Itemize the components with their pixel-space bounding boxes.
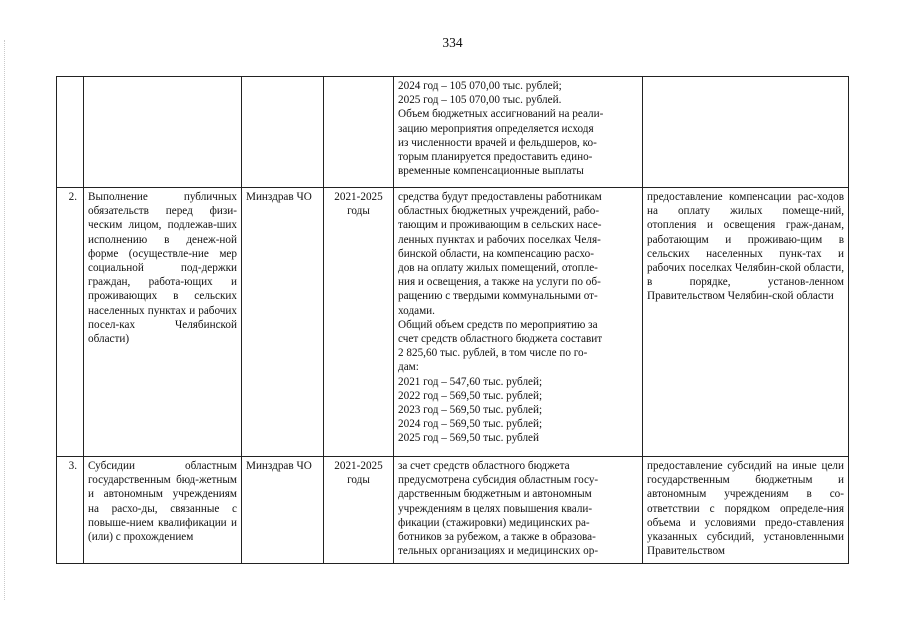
page-number: 334 bbox=[442, 35, 463, 50]
funding-text-line: ходами. bbox=[398, 304, 435, 317]
funding-text-line: средства будут предоставлены работникам bbox=[398, 191, 602, 203]
expected-result-cell: предоставление компенсации рас-ходов на оплату жилых помеще-ний, отопления и освещения граж-данам, работающим и проживаю-щим в сельских населенных пунк-тах и рабочих поселках Челябин-ской области, в порядке, установ-ленном Правительством Челябин-ской области bbox=[643, 188, 849, 457]
funding-text-line: зацию мероприятия определяется исходя bbox=[398, 122, 594, 135]
funding-text-line: торым планируется предоставить едино- bbox=[398, 151, 593, 164]
table-row bbox=[57, 457, 849, 564]
funding-text-line: ния и освещения, а также на услуги по об- bbox=[398, 276, 601, 289]
funding-text-line: Общий объем средств по мероприятию за bbox=[398, 318, 598, 331]
funding-text-line: из численности врачей и фельдшеров, ко- bbox=[398, 136, 597, 149]
funding-text-line: 2023 год – 569,50 тыс. рублей; bbox=[398, 404, 543, 417]
funding-text-line: ботников за рубежом, а также в образова- bbox=[398, 531, 596, 544]
funding-text-line: 2021 год – 547,60 тыс. рублей; bbox=[398, 375, 543, 388]
funding-text-line: фикации (стажировки) медицинских ра- bbox=[398, 516, 590, 529]
funding-text-line: учреждениям в целях повышения квали- bbox=[398, 502, 593, 515]
funding-text-line: за счет средств областного бюджета bbox=[398, 460, 570, 472]
row-number-cell: 3. bbox=[57, 457, 84, 564]
measure-name-cell: Выполнение публичных обязательств перед физи-ческим лицом, подлежав-ших исполнению в денеж-ной форме (осуществле-ние мер социальной под-держки граждан, работа-ющих и проживающих в сельских населенных пунктах и рабочих посел-ках Челябинской области) bbox=[84, 188, 242, 457]
executor-cell: Минздрав ЧО bbox=[242, 188, 324, 457]
funding-text-line: 2025 год – 569,50 тыс. рублей bbox=[398, 432, 540, 445]
scan-edge-marks bbox=[4, 40, 7, 600]
measures-table bbox=[56, 76, 849, 564]
table-row bbox=[57, 188, 849, 457]
funding-text-line: дов на оплату жилых помещений, отопле- bbox=[398, 262, 598, 275]
row-number-cell: 2. bbox=[57, 188, 84, 457]
funding-text-line: 2024 год – 569,50 тыс. рублей; bbox=[398, 418, 543, 431]
funding-text-line: бинской области, на компенсацию расхо- bbox=[398, 247, 594, 260]
funding-description-cell bbox=[394, 77, 643, 188]
period-cell bbox=[324, 77, 394, 188]
funding-text-line: 2 825,60 тыс. рублей, в том числе по го- bbox=[398, 347, 588, 360]
expected-result-cell bbox=[643, 77, 849, 188]
funding-text-line: 2025 год – 105 070,00 тыс. рублей. bbox=[398, 94, 562, 107]
funding-text-line: тающим и проживающим в сельских насе- bbox=[398, 219, 602, 232]
funding-text-line: временные компенсационные выплаты bbox=[398, 165, 584, 178]
expected-result-cell: предоставление субсидий на иные цели государственным бюджетным и автономным учреждениям в со-ответствии с порядком определе-ния объема и условиями предо-ставления указанных субсидий, установленными Правительством bbox=[643, 457, 849, 564]
period-cell: 2021-2025 годы bbox=[324, 188, 394, 457]
measure-name-cell: Субсидии областным государственным бюд-жетным и автономным учреждениям на расхо-ды, связанные с повыше-нием квалификации и (или) с прохождением bbox=[84, 457, 242, 564]
funding-text-line: дарственным бюджетным и автономным bbox=[398, 488, 592, 501]
funding-text-line: ленных пунктах и рабочих поселках Челя- bbox=[398, 233, 601, 246]
funding-text-line: Объем бюджетных ассигнований на реали- bbox=[398, 108, 604, 121]
table-row bbox=[57, 77, 849, 188]
funding-description-cell bbox=[394, 188, 643, 457]
funding-text-line: 2024 год – 105 070,00 тыс. рублей; bbox=[398, 80, 562, 92]
funding-text-line: областных бюджетных учреждений, рабо- bbox=[398, 205, 600, 218]
period-cell: 2021-2025 годы bbox=[324, 457, 394, 564]
measure-name-cell bbox=[84, 77, 242, 188]
funding-text-line: тельных организациях и медицинских ор- bbox=[398, 545, 599, 558]
funding-text-line: счет средств областного бюджета составит bbox=[398, 333, 603, 346]
funding-text-line: предусмотрена субсидия областным госу- bbox=[398, 474, 599, 487]
executor-cell: Минздрав ЧО bbox=[242, 457, 324, 564]
funding-text-line: дам: bbox=[398, 361, 419, 374]
executor-cell bbox=[242, 77, 324, 188]
funding-text-line: 2022 год – 569,50 тыс. рублей; bbox=[398, 389, 543, 402]
row-number-cell bbox=[57, 77, 84, 188]
funding-text-line: ращению с твердыми коммунальными от- bbox=[398, 290, 598, 303]
funding-description-cell bbox=[394, 457, 643, 564]
